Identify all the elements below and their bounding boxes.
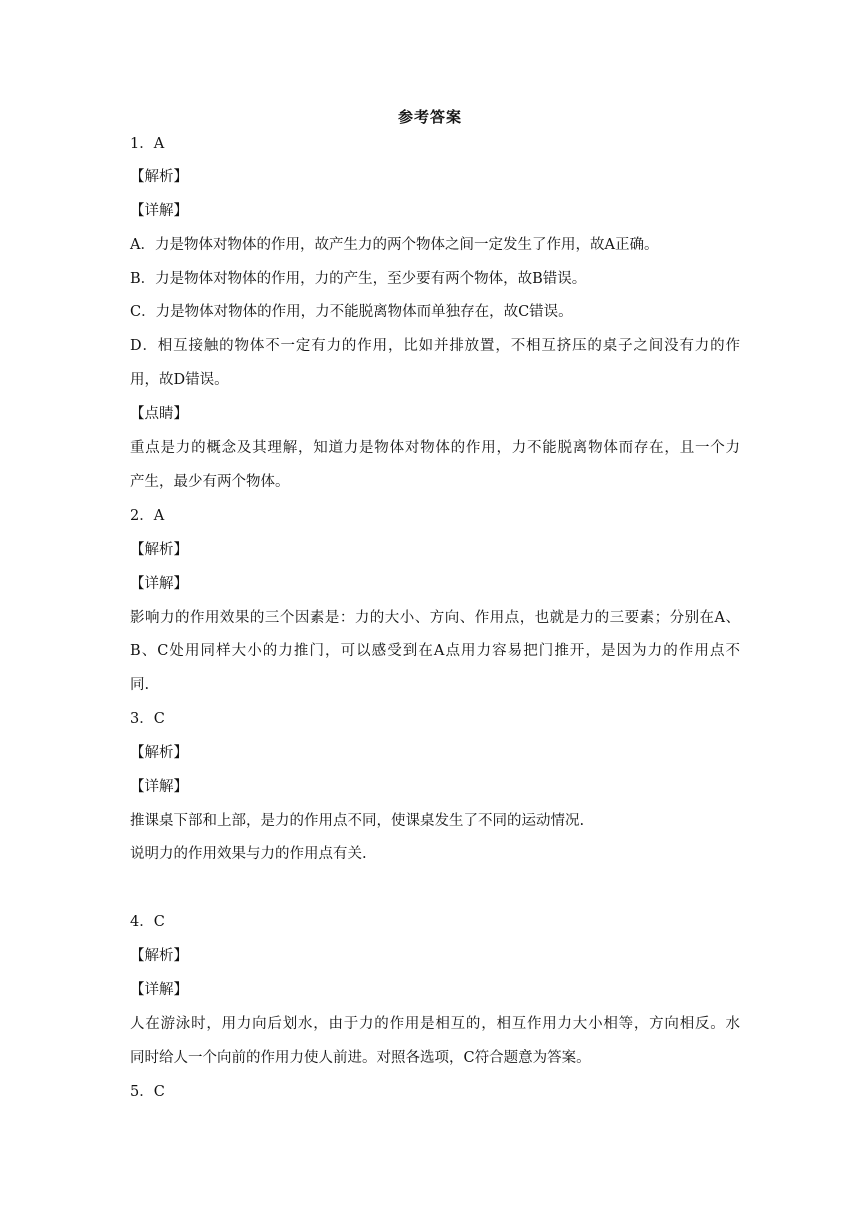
q5-number: 5．C — [130, 1084, 165, 1100]
q1-comment-line1: 重点是力的概念及其理解，知道力是物体对物体的作用，力不能脱离物体而存在，且一个力 — [130, 440, 740, 456]
q4-number: 4．C — [130, 914, 165, 930]
q3-text-line1: 推课桌下部和上部，是力的作用点不同，使课桌发生了不同的运动情况. — [130, 813, 585, 829]
q1-option-a: A．力是物体对物体的作用，故产生力的两个物体之间一定发生了作用，故A正确。 — [130, 237, 659, 253]
q1-detail-heading: 【详解】 — [130, 203, 188, 219]
q4-text-line1: 人在游泳时，用力向后划水，由于力的作用是相互的，相互作用力大小相等，方向相反。水 — [130, 1016, 740, 1032]
q2-text-line3: 同. — [130, 677, 150, 693]
q1-option-d-line1: D．相互接触的物体不一定有力的作用，比如并排放置，不相互挤压的桌子之间没有力的作 — [130, 338, 740, 354]
q1-option-d-line2: 用，故D错误。 — [130, 372, 229, 388]
q3-number: 3．C — [130, 711, 165, 727]
q1-number: 1．A — [130, 136, 165, 152]
q2-detail-heading: 【详解】 — [130, 576, 188, 592]
page-title: 参考答案 — [397, 108, 462, 126]
q3-analysis-heading: 【解析】 — [130, 745, 188, 761]
q2-text-line1: 影响力的作用效果的三个因素是：力的大小、方向、作用点，也就是力的三要素；分别在A、 — [130, 610, 740, 626]
q1-comment-line2: 产生，最少有两个物体。 — [130, 474, 290, 490]
q1-comment-heading: 【点睛】 — [130, 406, 188, 422]
q3-detail-heading: 【详解】 — [130, 779, 188, 795]
q1-analysis-heading: 【解析】 — [130, 169, 188, 185]
q2-analysis-heading: 【解析】 — [130, 542, 188, 558]
q4-analysis-heading: 【解析】 — [130, 948, 188, 964]
q4-detail-heading: 【详解】 — [130, 982, 188, 998]
q2-text-line2: B、C处用同样大小的力推门，可以感受到在A点用力容易把门推开，是因为力的作用点不 — [130, 643, 740, 659]
q2-number: 2．A — [130, 508, 165, 524]
q4-text-line2: 同时给人一个向前的作用力使人前进。对照各选项，C符合题意为答案。 — [130, 1050, 591, 1066]
q3-text-line2: 说明力的作用效果与力的作用点有关. — [130, 846, 367, 862]
q1-option-b: B．力是物体对物体的作用，力的产生，至少要有两个物体，故B错误。 — [130, 271, 587, 287]
q1-option-c: C．力是物体对物体的作用，力不能脱离物体而单独存在，故C错误。 — [130, 304, 573, 320]
